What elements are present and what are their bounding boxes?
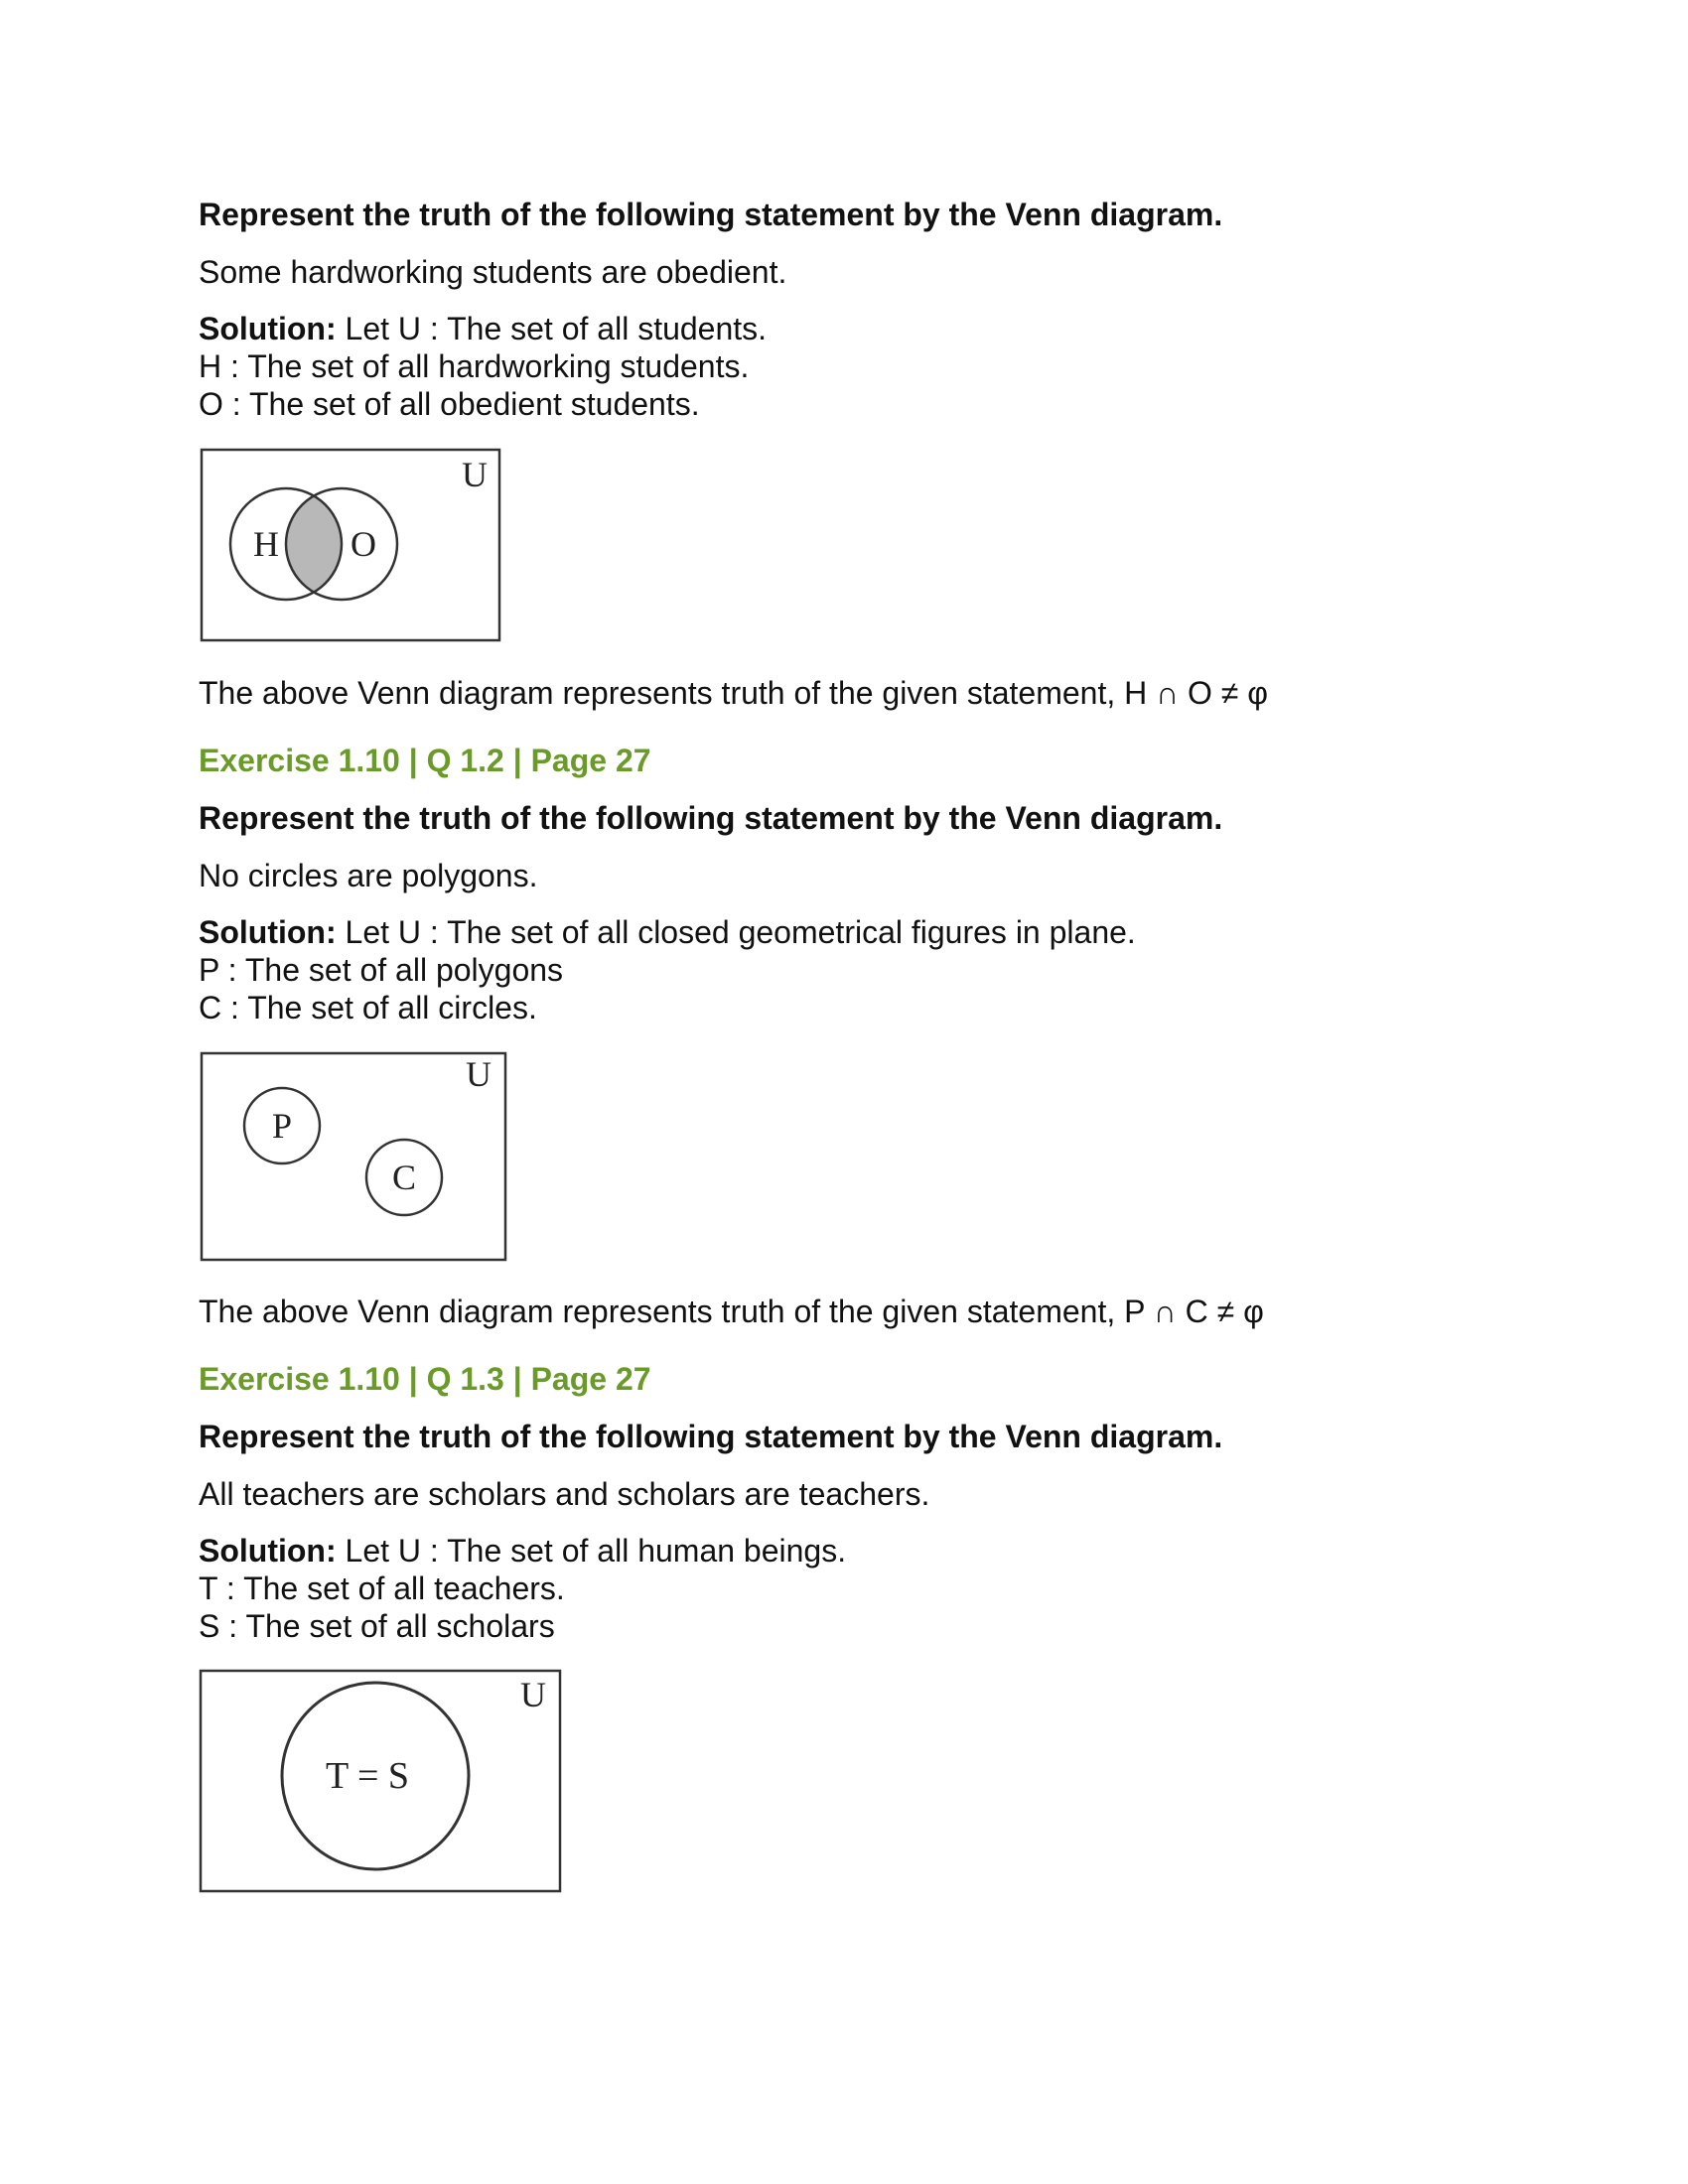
venn-diagram-disjoint bbox=[199, 1050, 511, 1264]
question-statement: All teachers are scholars and scholars are teachers. bbox=[199, 1476, 930, 1512]
solution-line bbox=[199, 913, 1529, 951]
set-label-t-equals-s: T = S bbox=[325, 1755, 410, 1797]
question-statement: Some hardworking students are obedient. bbox=[199, 254, 787, 290]
solution-line bbox=[199, 1532, 1529, 1570]
question-prompt: Represent the truth of the following statement by the Venn diagram. bbox=[199, 1419, 1223, 1454]
solution-label: Solution: bbox=[199, 311, 337, 346]
solution-line: O : The set of all obedient students. bbox=[199, 386, 700, 422]
solution-block bbox=[199, 310, 1529, 423]
set-label-c: C bbox=[391, 1158, 417, 1197]
exercise-heading: Exercise 1.10 | Q 1.3 | Page 27 bbox=[199, 1361, 651, 1397]
solution-line: T : The set of all teachers. bbox=[199, 1570, 565, 1606]
solution-text: Let U : The set of all human beings. bbox=[336, 1533, 847, 1569]
solution-text: Let U : The set of all students. bbox=[336, 311, 768, 346]
document-page bbox=[199, 195, 1529, 1895]
solution-line: H : The set of all hardworking students. bbox=[199, 348, 750, 384]
solution-text: Let U : The set of all closed geometrical figures in plane. bbox=[336, 914, 1136, 950]
conclusion-text: The above Venn diagram represents truth of the given statement, P ∩ C ≠ φ bbox=[199, 1294, 1264, 1329]
solution-line: P : The set of all polygons bbox=[199, 952, 564, 988]
universe-label: U bbox=[466, 1054, 492, 1094]
solution-block bbox=[199, 1532, 1529, 1645]
venn-diagram-equal-sets bbox=[199, 1669, 566, 1895]
solution-label: Solution: bbox=[199, 914, 337, 950]
solution-label: Solution: bbox=[199, 1533, 337, 1569]
universe-label: U bbox=[520, 1675, 546, 1714]
set-label-p: P bbox=[271, 1106, 293, 1146]
universe-rectangle bbox=[202, 1053, 505, 1260]
question-prompt: Represent the truth of the following statement by the Venn diagram. bbox=[199, 800, 1223, 836]
set-label-o: O bbox=[351, 524, 376, 564]
set-label-h: H bbox=[253, 524, 279, 564]
solution-line: C : The set of all circles. bbox=[199, 990, 537, 1025]
conclusion-text: The above Venn diagram represents truth of the given statement, H ∩ O ≠ φ bbox=[199, 675, 1268, 711]
question-statement: No circles are polygons. bbox=[199, 858, 538, 893]
universe-label: U bbox=[462, 455, 488, 494]
venn-diagram-overlapping bbox=[199, 447, 506, 645]
question-prompt: Represent the truth of the following statement by the Venn diagram. bbox=[199, 197, 1223, 232]
solution-line bbox=[199, 310, 1529, 347]
exercise-heading: Exercise 1.10 | Q 1.2 | Page 27 bbox=[199, 743, 651, 778]
solution-line: S : The set of all scholars bbox=[199, 1608, 555, 1644]
solution-block bbox=[199, 913, 1529, 1026]
